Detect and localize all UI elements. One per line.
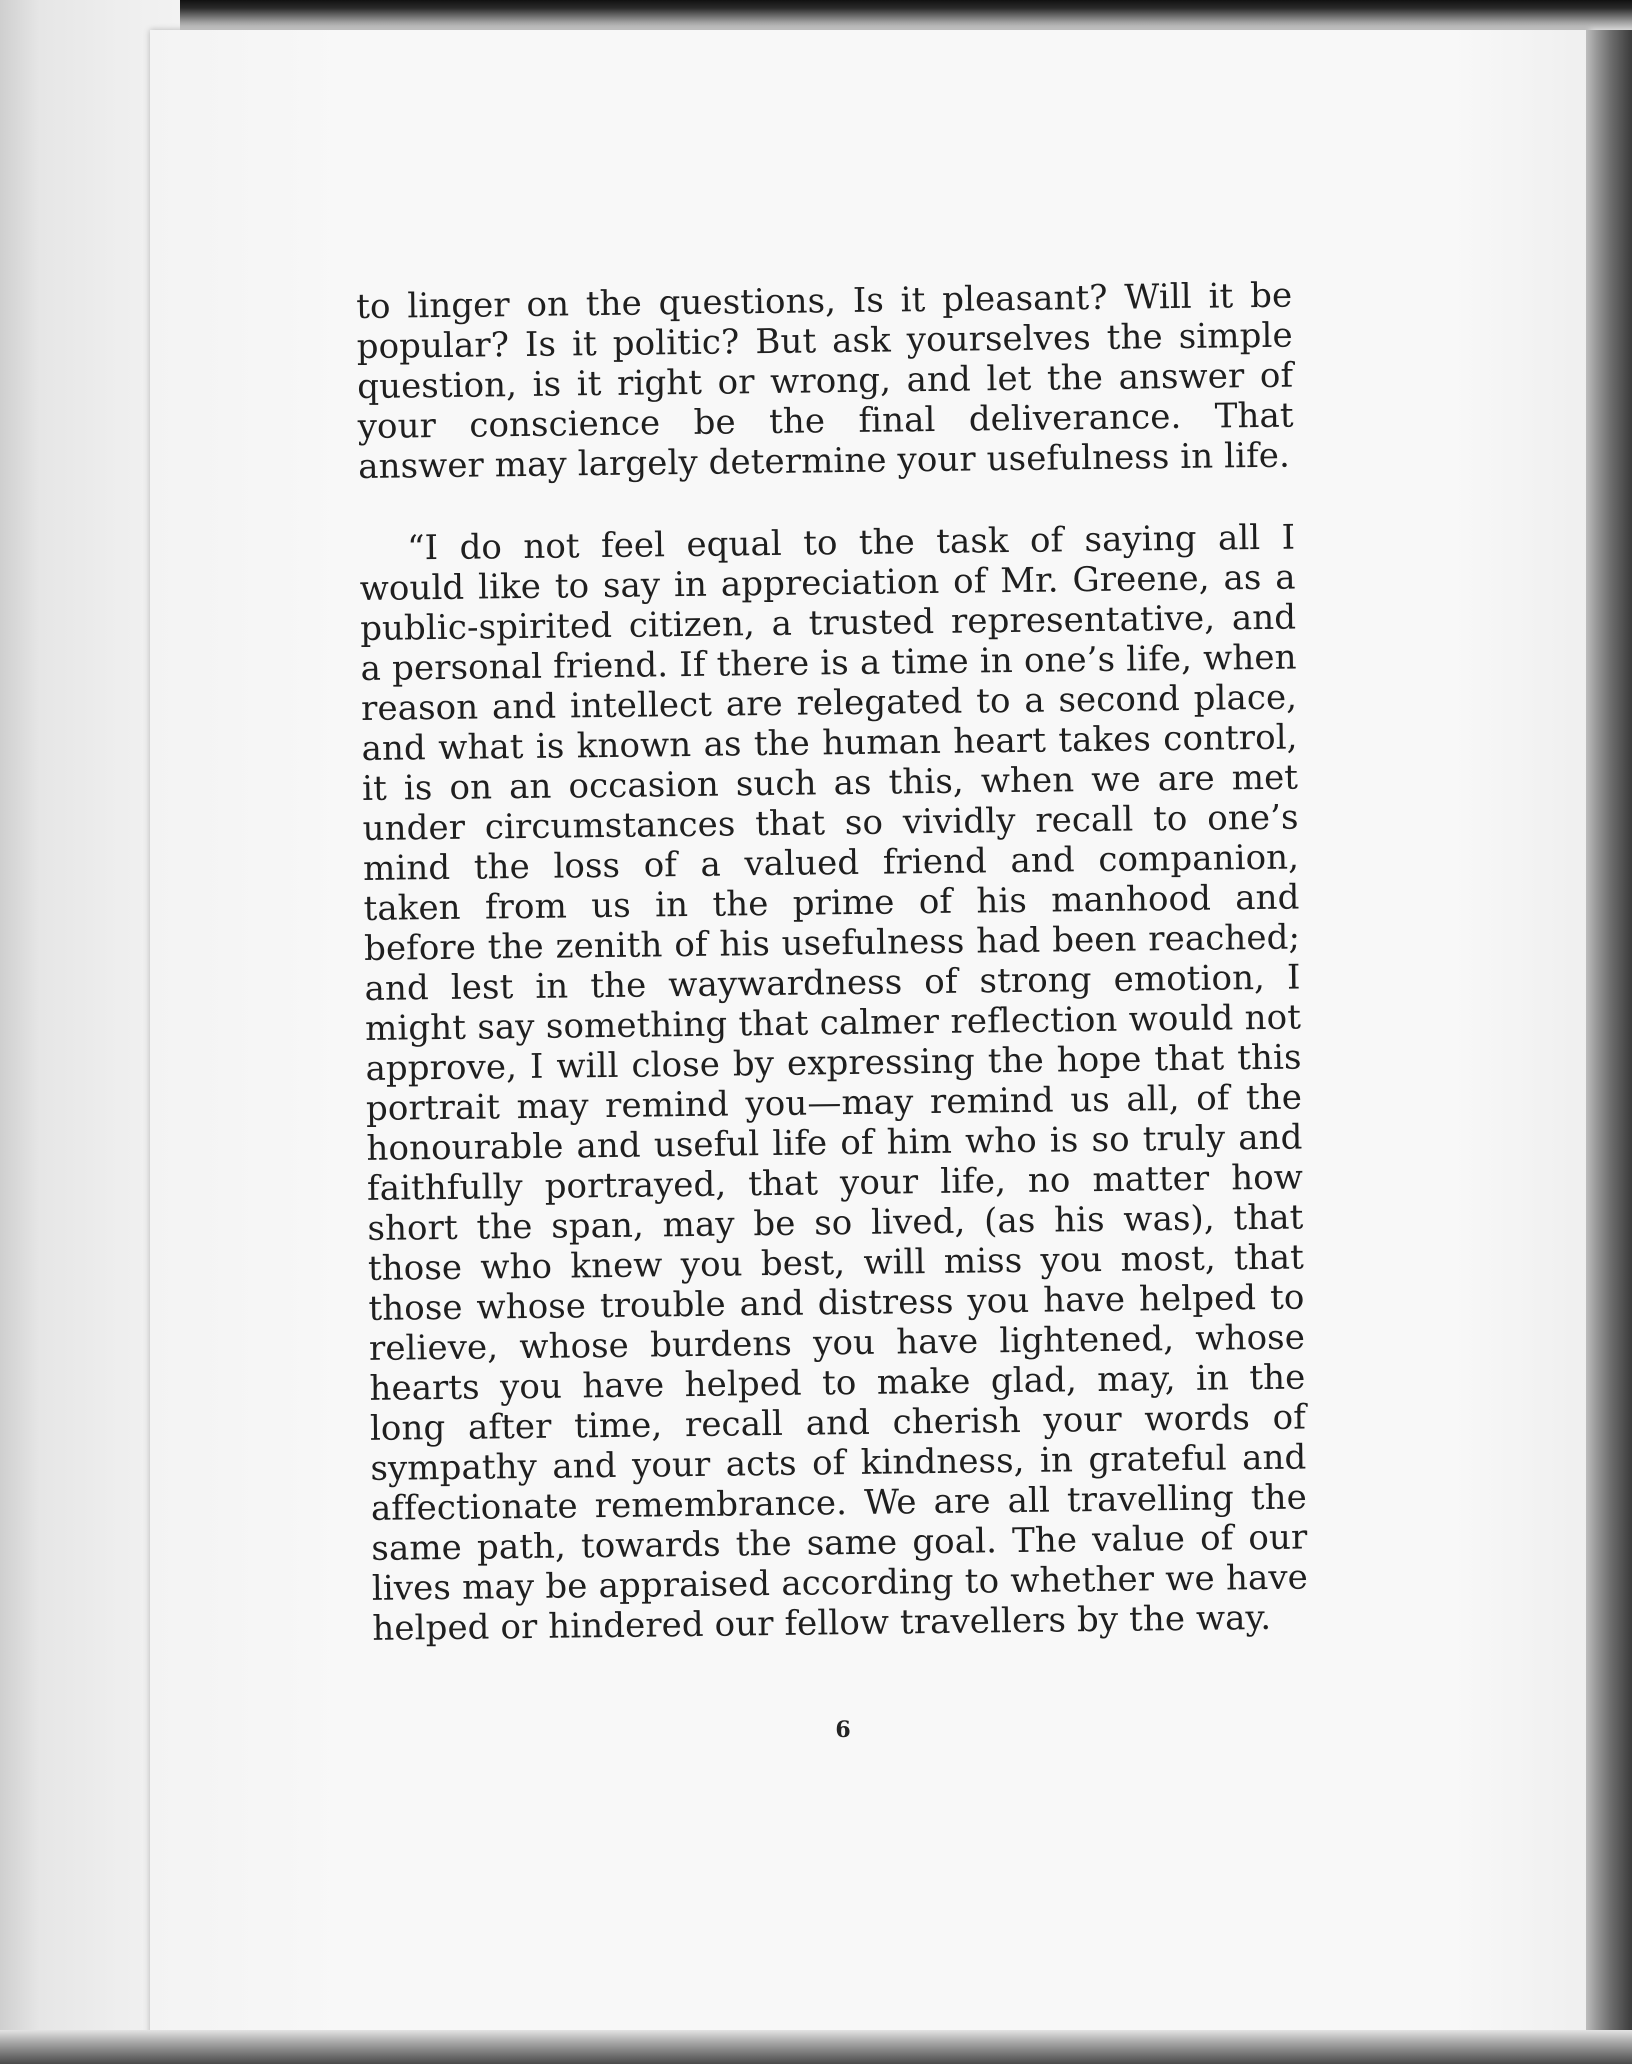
paragraph-2: “I do not feel equal to the task of saying all I would like to say in appreciation of Mr. Greene, as a public-spirited citizen, a trusted representative, and a personal friend. If there is a time in one’s life, when reason and intellect are relegated to a second place, and what is known as the human heart takes control, it is on an occasion such as this, when we are met under circumstances that so vividly recall to one’s mind the loss of a valued friend and companion, taken from us in the prime of his manhood and before the zenith of his usefulness had been reached; and lest in the waywardness of strong emotion, I might say something that calmer reflection would not approve, I will close by expressing the hope that this portrait may remind you—may remind us all, of the honourable and useful life of him who is so truly and faithfully portrayed, that your life, no matter how short the span, may be so lived, (as his was), that those who knew you best, will miss you most, that those whose trouble and distress you have helped to relieve, whose burdens you have lightened, whose hearts you have helped to make glad, may, in the long after time, recall and cherish your words of sympathy and your acts of kindness, in grateful and affectionate remembrance. We are all travelling the same path, towards the same goal. The value of our lives may be appraised according to whether we have helped or hindered our fellow travellers by the way.	[359, 517, 1309, 1649]
right-page-edge	[1586, 30, 1632, 2064]
page-number: 6	[835, 1717, 851, 1743]
paragraph-1: to linger on the questions, Is it pleasant? Will it be popular? Is it politic? But ask yourselves the simple question, is it right or wrong, and let the answer of your conscience be the final deliverance. That answer may largely determine your usefulness in life.	[356, 275, 1294, 487]
top-page-edge	[0, 0, 1632, 30]
page-text	[356, 276, 1309, 1649]
bottom-page-edge	[0, 2030, 1632, 2064]
